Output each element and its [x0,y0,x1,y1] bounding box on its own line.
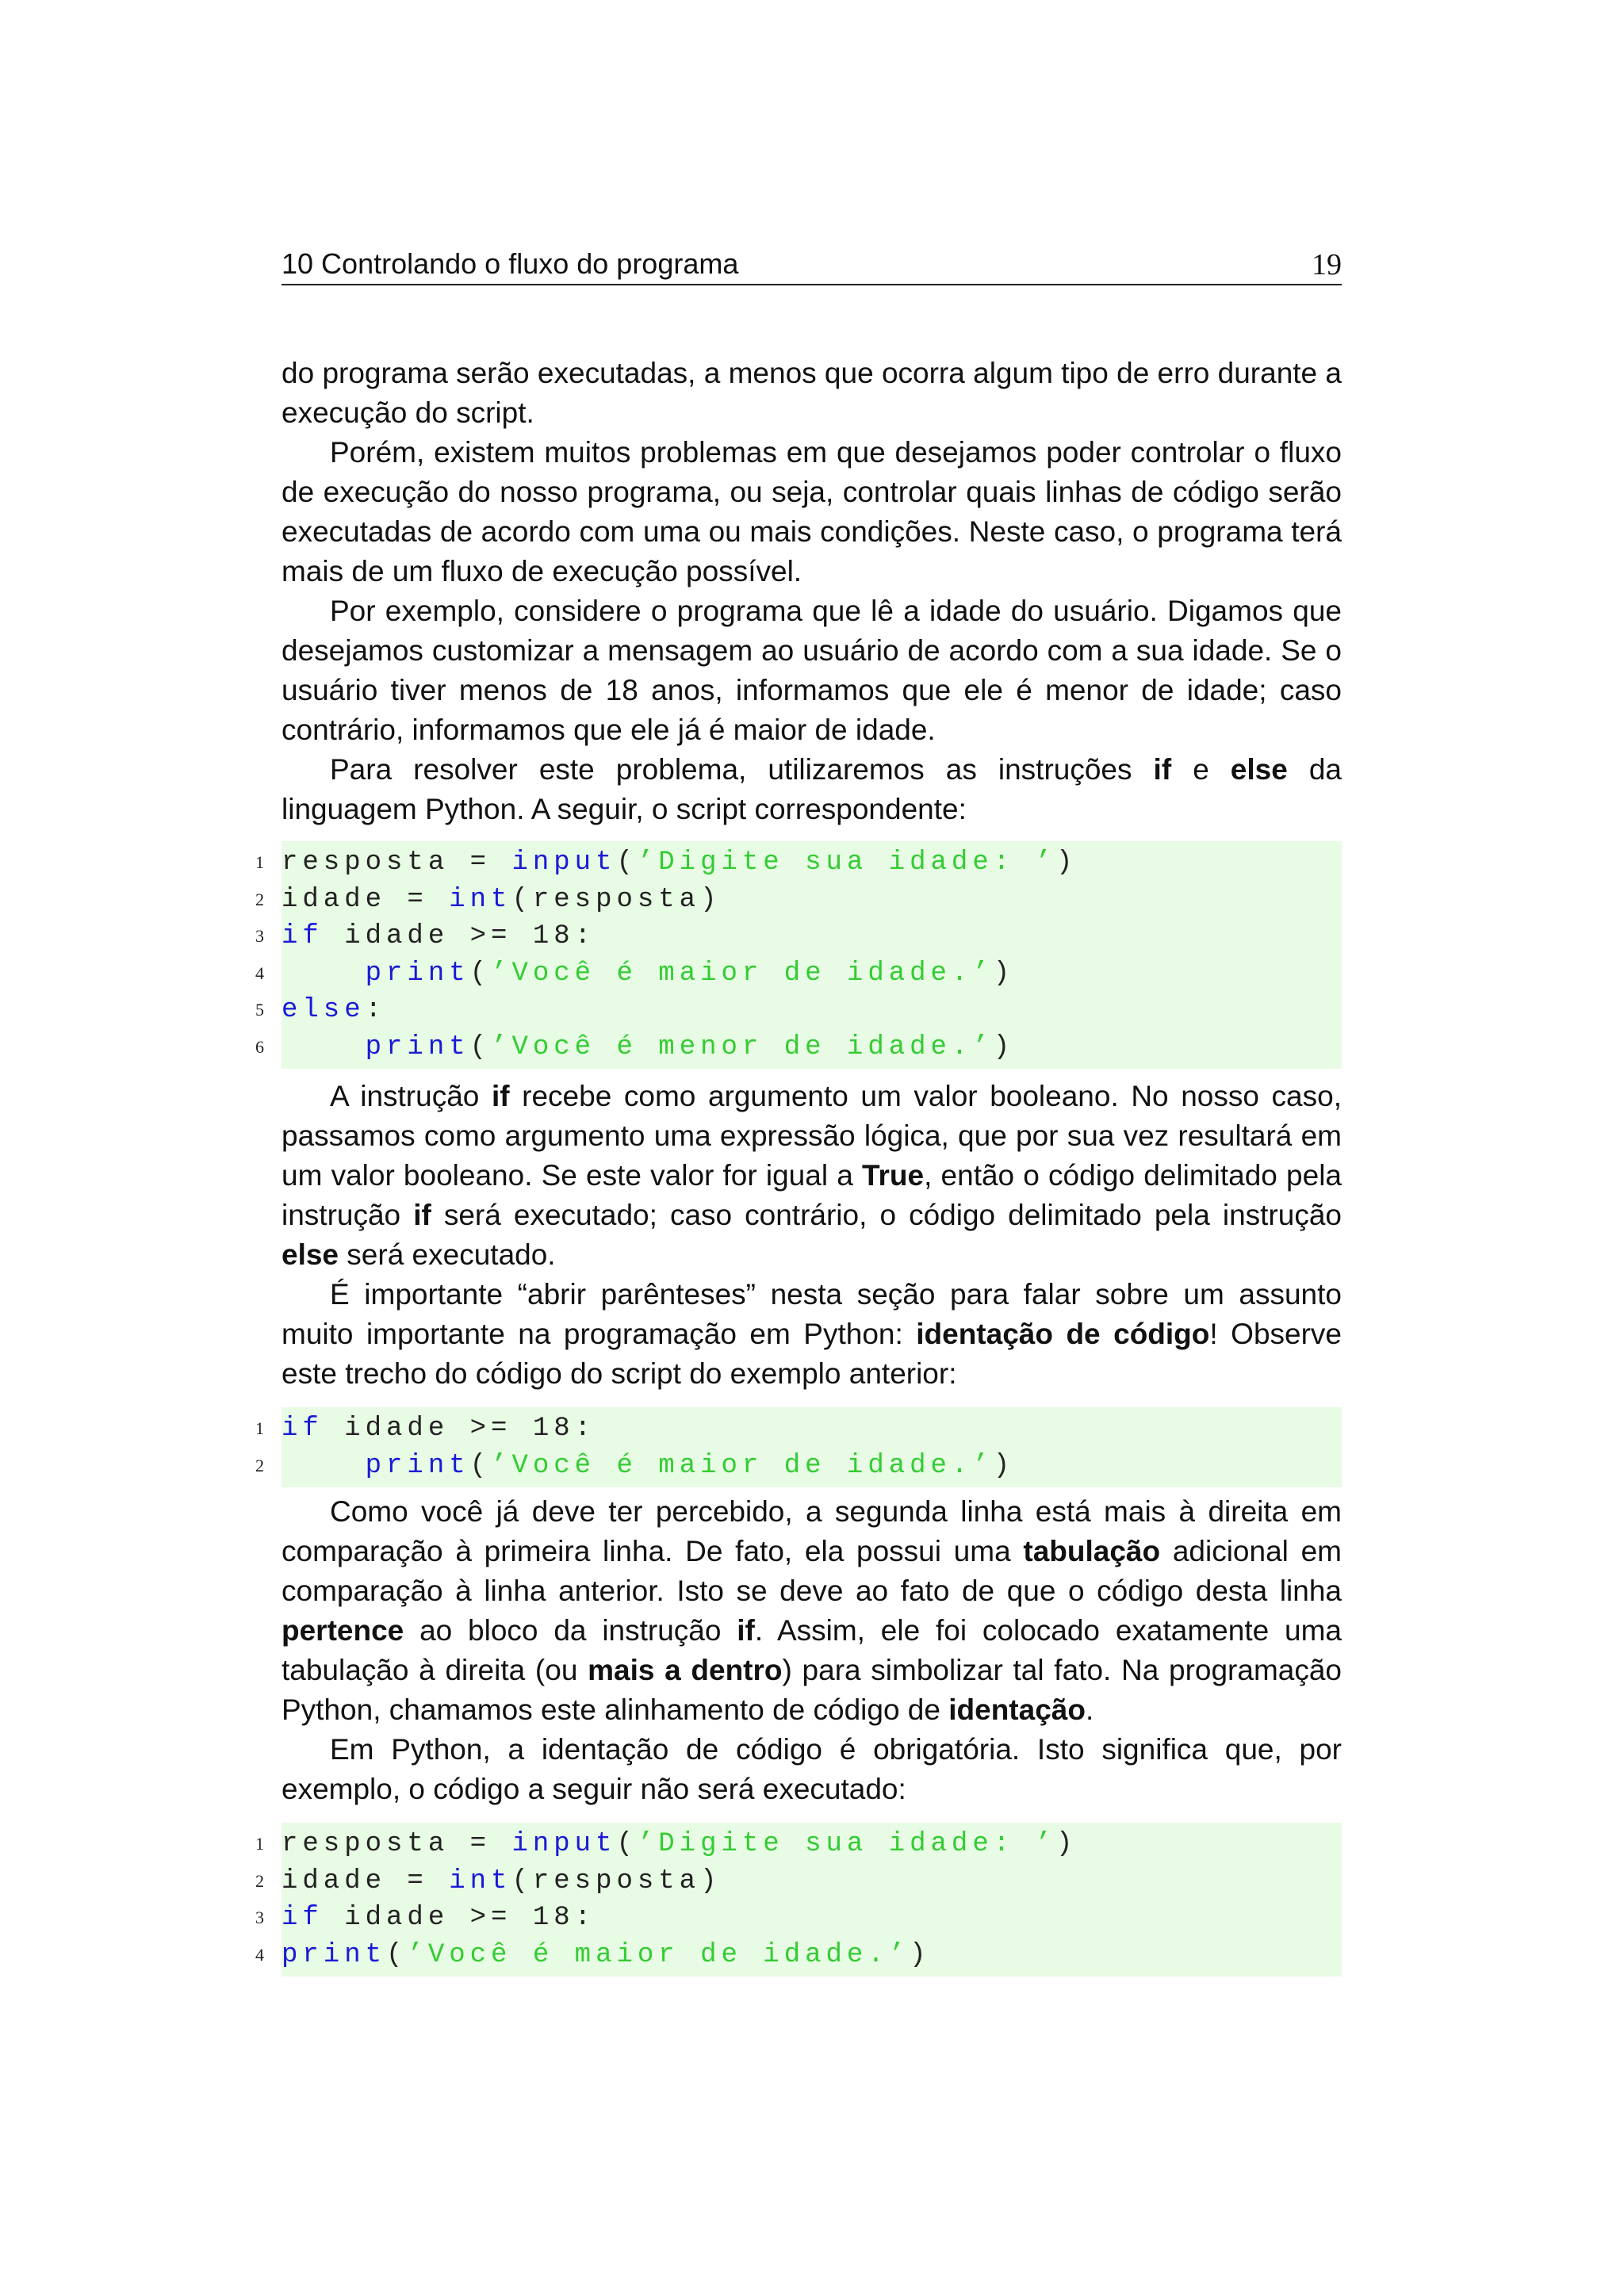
chapter-title: 10 Controlando o fluxo do programa [282,247,739,280]
bold-term: if [413,1199,431,1231]
text-run: Para resolver este problema, utilizaremos as instruções [330,753,1154,786]
line-number: 2 [255,1870,264,1891]
line-number: 4 [255,962,264,983]
text-run: . Assim, ele foi colocado exatamente uma tabulação à direita (ou [282,1614,1342,1686]
text-run: A instrução [330,1080,492,1112]
line-number: 3 [255,1908,264,1927]
line-number: 4 [255,1944,264,1965]
text-run: ! Observe este trecho do código do script do exemplo anterior: [282,1318,1342,1390]
code-keyword: input [511,848,617,878]
paragraph-6 [282,1275,1342,1394]
code-line [255,955,1342,993]
code-line [255,1826,1342,1863]
code-text: ) [1055,848,1078,878]
code-text: (resposta) [511,884,722,915]
code-line [255,882,1342,919]
code-keyword: else [282,995,366,1025]
code-text: resposta = [282,1829,512,1859]
text-run: da linguagem Python. A seguir, o script correspondente: [282,753,1342,825]
bold-term: identação de código [916,1318,1210,1350]
text-block-1 [282,354,1342,829]
code-keyword: print [365,1450,470,1481]
text-run: Como você já deve ter percebido, a segunda linha está mais à direita em comparação à primeira linha. De fato, ela possui uma [282,1495,1342,1567]
text-run: será executado. [339,1238,556,1271]
code-text: : [365,995,387,1025]
text-block-2 [282,1077,1342,1394]
code-text: resposta = [282,848,512,878]
running-header [282,244,1342,285]
code-line [255,918,1342,955]
paragraph-8: Em Python, a identação de código é obrigatória. Isto significa que, por exemplo, o código a seguir não será executado: [282,1733,1342,1805]
bold-term: True [861,1159,925,1192]
code-keyword: print [282,1939,387,1970]
code-string: ’Você é maior de idade.’ [491,1450,994,1481]
paragraph-2: Porém, existem muitos problemas em que desejamos poder controlar o fluxo de execução do nosso programa, ou seja, controlar quais linhas de código serão executadas de acordo com uma ou mais condições. Neste caso, o programa terá mais de um fluxo de execução possível. [282,436,1342,587]
code-text: ) [993,1450,1015,1481]
line-number: 6 [255,1036,264,1057]
code-listing-3 [255,1823,1342,1976]
bold-term: else [282,1238,339,1271]
paragraph-1: do programa serão executadas, a menos que ocorra algum tipo de erro durante a execução do script. [282,357,1342,429]
line-number: 1 [255,852,264,872]
line-number: 2 [255,1455,264,1475]
paragraph-3: Por exemplo, considere o programa que lê a idade do usuário. Digamos que desejamos customizar a mensagem ao usuário de acordo com a sua idade. Se o usuário tiver menos de 18 anos, informamos que ele é menor de idade; caso contrário, informamos que ele já é maior de idade. [282,595,1342,746]
code-text: ) [1055,1829,1078,1859]
bold-term: if [737,1614,755,1647]
code-text [282,959,366,989]
code-text: idade >= 18: [323,921,596,951]
code-keyword: print [365,958,470,989]
code-text [282,1032,366,1062]
code-text: ) [993,958,1015,989]
text-run: . [1085,1693,1094,1726]
code-text: idade = [282,884,450,915]
code-line [255,1863,1342,1900]
code-string: ’Você é menor de idade.’ [491,1031,994,1062]
code-text: idade >= 18: [323,1903,596,1933]
code-listing-1 [255,841,1342,1069]
text-block-3 [282,1492,1342,1809]
code-text: ) [993,1031,1015,1062]
line-number: 3 [255,926,264,946]
line-number: 5 [255,1000,264,1020]
text-run: e [1171,753,1231,786]
code-keyword: if [282,1903,324,1933]
code-line [255,992,1342,1029]
code-string: ’Você é maior de idade.’ [491,958,994,989]
code-text: ) [910,1939,931,1970]
code-line [255,1029,1342,1066]
text-run: recebe como argumento um valor booleano. No nosso caso, passamos como argumento uma expressão lógica, que por sua vez resultará em um valor booleano. Se este valor for igual a [282,1080,1342,1192]
bold-term: else [1230,753,1288,786]
code-keyword: int [449,1866,512,1896]
paragraph-7 [282,1492,1342,1730]
bold-term: if [1153,753,1172,786]
code-text: idade = [282,1866,450,1896]
code-string: ’Você é maior de idade.’ [407,1939,910,1970]
code-text: ( [386,1939,408,1970]
code-line [255,1900,1342,1937]
text-run: É importante “abrir parênteses” nesta seção para falar sobre um assunto muito importante na programação em Python: [282,1278,1342,1350]
code-text: ( [469,1031,492,1062]
code-line [255,1937,1342,1974]
line-number: 1 [255,1418,264,1438]
code-keyword: if [282,921,324,951]
code-string: ’Digite sua idade: ’ [637,1829,1056,1859]
code-text: ( [469,1450,492,1481]
text-run: ao bloco da instrução [404,1614,737,1647]
code-text [282,1451,366,1481]
paragraph-4 [282,750,1342,829]
code-keyword: if [282,1414,324,1444]
code-text: idade >= 18: [323,1414,596,1444]
text-run: adicional em comparação à linha anterior. Isto se deve ao fato de que o código desta linha [282,1535,1342,1607]
bold-term: identação [948,1693,1086,1726]
code-string: ’Digite sua idade: ’ [637,848,1056,878]
code-text: ( [469,958,492,989]
code-line [255,844,1342,882]
code-listing-2 [255,1407,1342,1487]
bold-term: pertence [282,1614,404,1647]
code-text: (resposta) [511,1866,722,1896]
line-number: 1 [255,1834,264,1854]
page-number: 19 [1312,248,1342,281]
line-number: 2 [255,889,264,909]
code-keyword: int [449,884,512,915]
code-keyword: input [511,1829,617,1859]
code-line [255,1410,1342,1448]
bold-term: if [491,1080,510,1112]
code-text: ( [616,848,638,878]
code-line [255,1448,1342,1485]
bold-term: mais a dentro [588,1654,783,1686]
text-run: será executado; caso contrário, o código delimitado pela instrução [431,1199,1342,1231]
code-keyword: print [365,1031,470,1062]
text-run: ) para simbolizar tal fato. Na programação Python, chamamos este alinhamento de código de [282,1654,1342,1726]
paragraph-5 [282,1077,1342,1275]
bold-term: tabulação [1023,1535,1161,1567]
text-run: , então o código delimitado pela instrução [282,1159,1342,1231]
code-text: ( [616,1829,638,1859]
